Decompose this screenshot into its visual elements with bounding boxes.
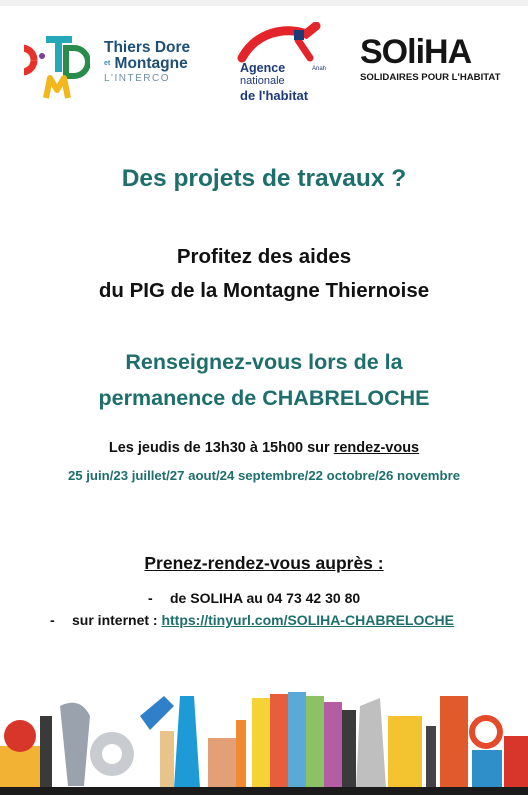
tools-illustration	[0, 676, 528, 788]
contact-phone-dash: -	[148, 590, 153, 606]
info-session-line2: permanence de CHABRELOCHE	[98, 386, 430, 410]
tdm-connector: et	[104, 60, 111, 67]
contact-web	[50, 612, 454, 628]
tdm-line2: Montagne	[114, 55, 188, 73]
schedule-text: Les jeudis de 13h30 à 15h00 sur	[108, 440, 334, 456]
logo-soliha	[360, 34, 524, 83]
contact-phone-text: de SOLIHA au 04 73 42 30 80	[170, 590, 361, 606]
top-strip	[0, 0, 528, 6]
contact-web-dash: -	[50, 612, 55, 628]
subsidies-line2: du PIG de la Montagne Thiernoise	[98, 279, 430, 302]
appointment-heading: Prenez-rendez-vous auprès :	[144, 553, 384, 573]
soliha-tagline: SOLIDAIRES POUR L'HABITAT	[360, 72, 501, 83]
schedule-line	[0, 440, 528, 456]
contact-web-label: sur internet :	[72, 612, 162, 628]
tdm-subtitle: L'INTERCO	[104, 73, 170, 85]
logo-anah	[236, 22, 330, 106]
tdm-line1: Thiers Dore	[104, 39, 191, 56]
headline: Des projets de travaux ?	[121, 165, 407, 192]
soliha-name: SOliHA	[360, 33, 472, 71]
anah-line3: de l'habitat	[240, 88, 309, 103]
anah-line2: nationale	[240, 75, 285, 87]
tdm-logo-icon	[24, 26, 90, 102]
anah-tag: Anah	[312, 66, 327, 72]
contact-web-link[interactable]: https://tinyurl.com/SOLIHA-CHABRELOCHE	[161, 612, 454, 628]
subsidies-block	[0, 240, 528, 308]
contact-phone	[148, 590, 360, 606]
schedule-appointment: rendez-vous	[333, 440, 420, 456]
anah-line1: Agence	[240, 61, 286, 75]
bottom-bar	[0, 787, 528, 795]
info-session-line1: Renseignez-vous lors de la	[125, 350, 403, 374]
info-session-block	[0, 344, 528, 416]
session-dates: 25 juin/23 juillet/27 aout/24 septembre/22 octobre/26 novembre	[67, 468, 461, 483]
logo-thiers-dore-montagne	[24, 26, 214, 102]
subsidies-line1: Profitez des aides	[176, 245, 352, 268]
